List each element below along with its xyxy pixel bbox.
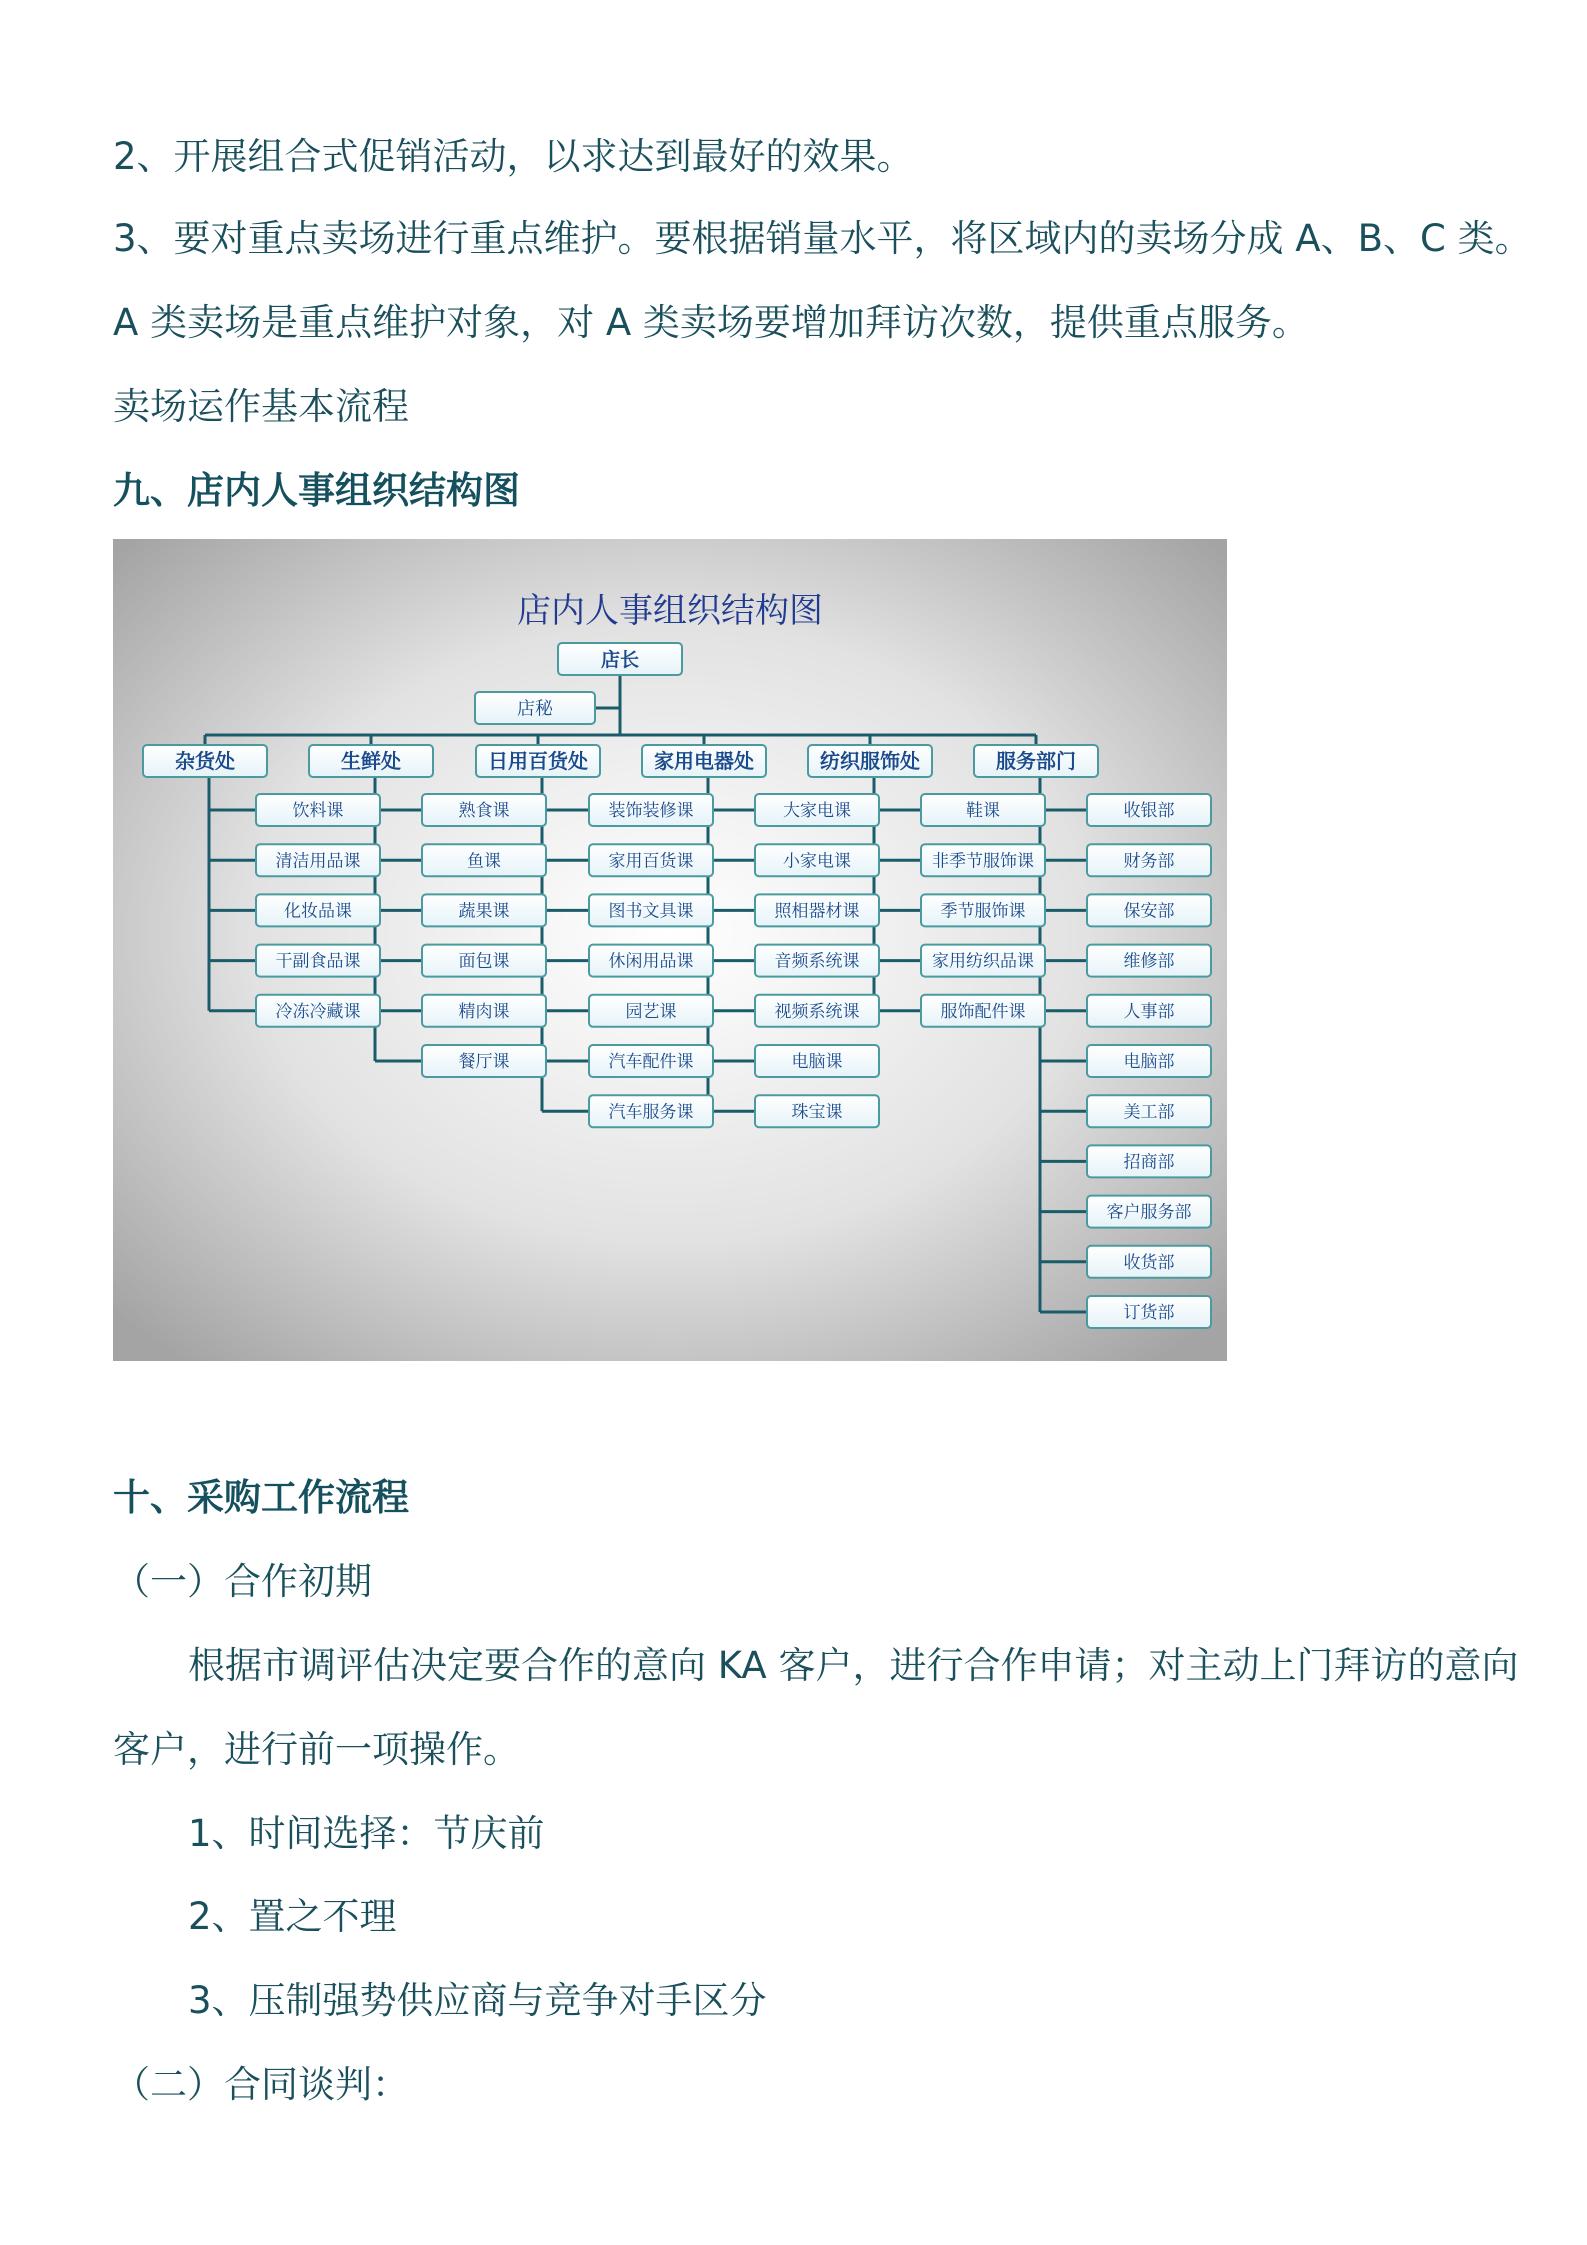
- section-box-label: 非季节服饰课: [932, 851, 1034, 872]
- section-box: [422, 945, 546, 977]
- section-box: [921, 995, 1045, 1027]
- section-box-label: 收货部: [1123, 1252, 1175, 1273]
- section-box: [422, 794, 546, 826]
- section-box: [589, 1095, 713, 1127]
- paragraph-cooperation-1: 根据市调评估决定要合作的意向 KA 客户，进行合作申请；对主动上门拜访的意向: [188, 1644, 1519, 1687]
- section-box-label: 视频系统课: [774, 1001, 860, 1022]
- department-box-1-label: 杂货处: [175, 749, 235, 774]
- section-box: [921, 794, 1045, 826]
- section-box: [422, 894, 546, 926]
- section-box-label: 客户服务部: [1106, 1202, 1192, 1223]
- section-box: [1087, 794, 1211, 826]
- heading-org-structure: 九、店内人事组织结构图: [113, 469, 520, 512]
- paragraph-a-class: A 类卖场是重点维护对象，对 A 类卖场要增加拜访次数，提供重点服务。: [113, 301, 1309, 344]
- section-box: [256, 844, 380, 876]
- section-contract-title: （二）合同谈判：: [113, 2063, 409, 2106]
- section-box: [755, 1095, 879, 1127]
- section-box: [1087, 1246, 1211, 1278]
- section-box: [589, 894, 713, 926]
- section-box-label: 鱼课: [467, 851, 501, 872]
- org-root-box: [558, 643, 682, 675]
- department-box-2-label: 生鲜处: [341, 749, 401, 774]
- paragraph-promo: 2、开展组合式促销活动，以求达到最好的效果。: [113, 135, 914, 178]
- section-box: [589, 995, 713, 1027]
- section-box: [589, 945, 713, 977]
- section-box-label: 图书文具课: [608, 901, 694, 922]
- section-box-label: 珠宝课: [791, 1102, 843, 1123]
- section-box-label: 精肉课: [458, 1001, 510, 1022]
- paragraph-cooperation-2: 客户，进行前一项操作。: [113, 1728, 520, 1771]
- section-box: [755, 995, 879, 1027]
- section-box-label: 鞋课: [966, 801, 1000, 822]
- section-box: [1087, 844, 1211, 876]
- section-box-label: 维修部: [1123, 951, 1175, 972]
- heading-purchase-process: 十、采购工作流程: [113, 1476, 409, 1519]
- org-chart: [113, 539, 1227, 1361]
- section-box: [256, 945, 380, 977]
- section-box-label: 小家电课: [783, 851, 851, 872]
- section-box-label: 休闲用品课: [608, 951, 694, 972]
- section-box: [1087, 945, 1211, 977]
- section-box: [755, 894, 879, 926]
- section-box: [422, 995, 546, 1027]
- section-box: [1087, 1145, 1211, 1177]
- section-box: [422, 844, 546, 876]
- paragraph-process: 卖场运作基本流程: [113, 385, 409, 428]
- list-item-suppress: 3、压制强势供应商与竞争对手区分: [188, 1979, 767, 2022]
- section-box-label: 汽车服务课: [608, 1102, 694, 1123]
- section-box: [589, 1045, 713, 1077]
- org-secretary-box-label: 店秘: [517, 698, 553, 720]
- section-box: [589, 794, 713, 826]
- section-box-label: 蔬果课: [458, 901, 510, 922]
- section-box-label: 订货部: [1123, 1303, 1175, 1324]
- section-box: [589, 844, 713, 876]
- section-box: [755, 794, 879, 826]
- section-box: [1087, 1196, 1211, 1228]
- section-box-label: 园艺课: [625, 1001, 677, 1022]
- section-box-label: 音频系统课: [774, 951, 860, 972]
- section-box-label: 清洁用品课: [275, 851, 361, 872]
- section-box: [921, 844, 1045, 876]
- section-box-label: 饮料课: [292, 801, 344, 822]
- section-box-label: 服饰配件课: [940, 1001, 1026, 1022]
- section-box-label: 家用纺织品课: [932, 951, 1034, 972]
- section-box: [1087, 894, 1211, 926]
- section-box-label: 装饰装修课: [608, 801, 694, 822]
- section-box-label: 干副食品课: [275, 951, 361, 972]
- section-box-label: 照相器材课: [774, 901, 860, 922]
- section-box-label: 大家电课: [783, 801, 851, 822]
- section-box-label: 汽车配件课: [608, 1052, 694, 1073]
- section-box: [1087, 1296, 1211, 1328]
- department-box-4: [642, 745, 766, 777]
- section-box-label: 家用百货课: [608, 851, 694, 872]
- org-root-box-label: 店长: [600, 648, 640, 671]
- section-box: [1087, 1045, 1211, 1077]
- section-box-label: 财务部: [1123, 851, 1175, 872]
- section-box-label: 保安部: [1123, 901, 1175, 922]
- section-box-label: 餐厅课: [458, 1052, 510, 1073]
- section-box: [256, 894, 380, 926]
- section-box-label: 面包课: [458, 951, 510, 972]
- department-box-5-label: 纺织服饰处: [820, 749, 920, 774]
- section-box: [755, 1045, 879, 1077]
- section-box: [921, 945, 1045, 977]
- department-box-6-label: 服务部门: [996, 749, 1076, 774]
- department-box-3-label: 日用百货处: [488, 749, 588, 774]
- section-box-label: 熟食课: [458, 801, 510, 822]
- section-box-label: 人事部: [1123, 1001, 1175, 1022]
- section-box: [755, 945, 879, 977]
- department-box-1: [143, 745, 267, 777]
- section-box-label: 收银部: [1123, 801, 1175, 822]
- section-box: [1087, 1095, 1211, 1127]
- department-box-4-label: 家用电器处: [654, 749, 754, 774]
- section-box-label: 冷冻冷藏课: [275, 1001, 361, 1022]
- org-chart-title: 店内人事组织结构图: [517, 591, 823, 631]
- paragraph-key-stores: 3、要对重点卖场进行重点维护。要根据销量水平，将区域内的卖场分成 A、B、C 类。: [113, 217, 1532, 260]
- list-item-time-choice: 1、时间选择：节庆前: [188, 1812, 545, 1855]
- section-early-cooperation-title: （一）合作初期: [113, 1560, 372, 1603]
- section-box-label: 电脑课: [791, 1052, 843, 1073]
- org-secretary-box: [475, 692, 595, 724]
- department-box-6: [974, 745, 1098, 777]
- department-box-2: [309, 745, 433, 777]
- section-box: [921, 894, 1045, 926]
- section-box-label: 季节服饰课: [940, 901, 1026, 922]
- section-box-label: 电脑部: [1123, 1052, 1175, 1073]
- section-box-label: 美工部: [1123, 1102, 1175, 1123]
- section-box: [256, 794, 380, 826]
- section-box-label: 招商部: [1123, 1152, 1175, 1173]
- section-box: [256, 995, 380, 1027]
- department-box-3: [476, 745, 600, 777]
- section-box: [755, 844, 879, 876]
- section-box-label: 化妆品课: [284, 901, 352, 922]
- list-item-ignore: 2、置之不理: [188, 1895, 397, 1938]
- section-box: [1087, 995, 1211, 1027]
- department-box-5: [808, 745, 932, 777]
- section-box: [422, 1045, 546, 1077]
